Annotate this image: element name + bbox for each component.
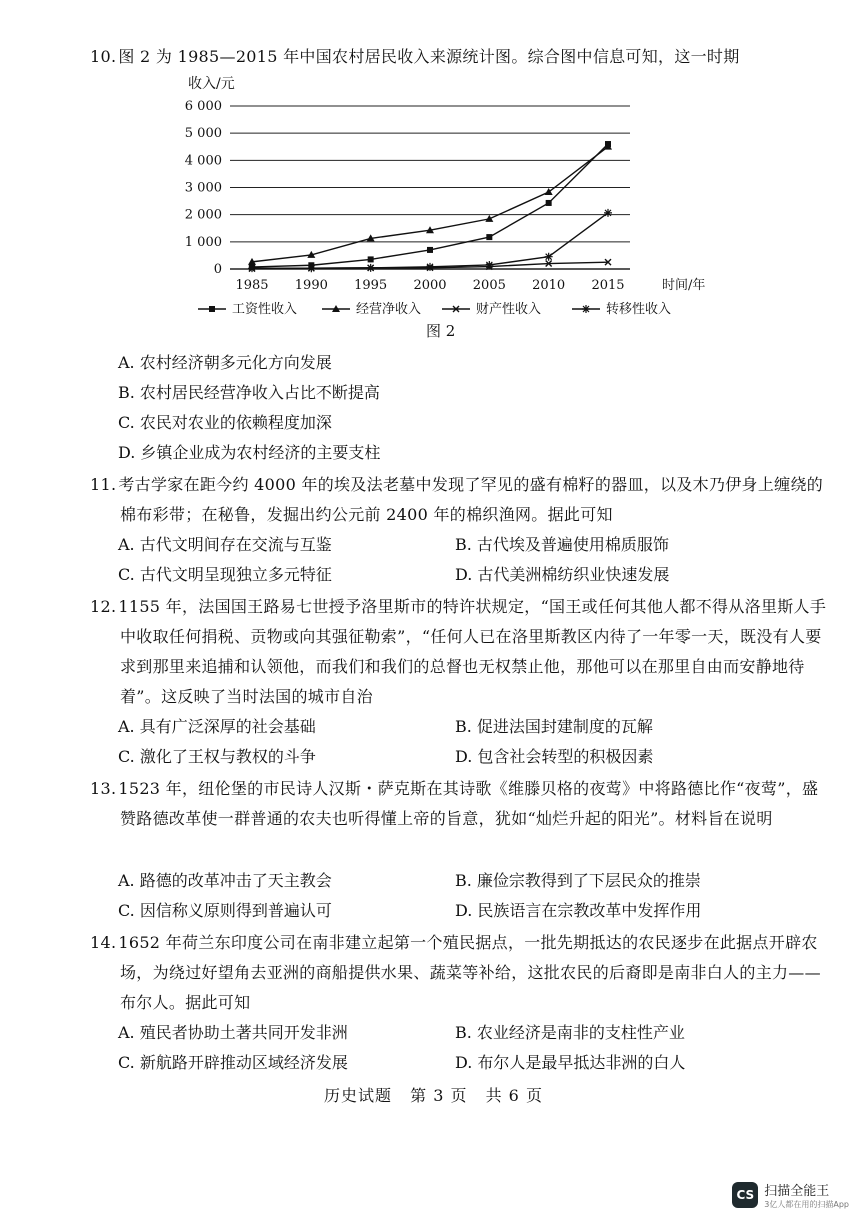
question-number: 10.: [90, 47, 117, 66]
question-text: 1523 年，纽伦堡的市民诗人汉斯・萨克斯在其诗歌《维滕贝格的夜莺》中将路德比作“夜莺”，盛赞路德改革使一群普通的农夫也听得懂上帝的旨意，犹如“灿烂升起的阳光”。材料旨在说明: [118, 779, 819, 828]
data-point: [546, 200, 552, 206]
q10-option-c: C. 农民对农业的依赖程度加深: [118, 413, 332, 432]
page-footer: [0, 1083, 867, 1106]
q12-option-a: A. 具有广泛深厚的社会基础: [118, 717, 316, 736]
series-line-2: [252, 147, 608, 262]
x-tick-label: 2000: [413, 278, 447, 293]
question-number: 14.: [90, 933, 117, 952]
y-tick-label: 5 000: [184, 126, 222, 142]
question-number: 13.: [90, 779, 117, 798]
q10-option-d: D. 乡镇企业成为农村经济的主要支柱: [118, 443, 381, 462]
data-point: [545, 253, 553, 261]
footer-subject: 历史试题: [324, 1086, 393, 1105]
x-tick-label: 1985: [235, 278, 269, 293]
camscanner-logo-icon: CS: [732, 1182, 758, 1208]
footer-total: 共 6 页: [485, 1086, 543, 1105]
x-tick-label: 1990: [294, 278, 328, 293]
footer-page: 第 3 页: [410, 1086, 468, 1105]
x-tick-label: 2015: [591, 278, 625, 293]
question-10-stem: [90, 42, 827, 72]
q11-option-b: B. 古代埃及普遍使用棉质服饰: [455, 535, 669, 554]
q14-option-b: B. 农业经济是南非的支柱性产业: [455, 1023, 685, 1042]
y-tick-label: 2 000: [184, 207, 222, 223]
question-12-stem: [90, 592, 827, 712]
question-11-stem: [90, 470, 827, 530]
figure-caption: 图 2: [426, 322, 456, 340]
data-point: [427, 247, 433, 253]
data-point: [486, 234, 492, 240]
q13-option-b: B. 廉俭宗教得到了下层民众的推崇: [455, 871, 701, 890]
q11-option-d: D. 古代美洲棉纺织业快速发展: [455, 565, 670, 584]
question-14-stem: [90, 928, 827, 1018]
legend-marker: [582, 305, 590, 313]
legend-label: 财产性收入: [476, 302, 542, 317]
q13-option-a: A. 路德的改革冲击了天主教会: [118, 871, 332, 890]
q14-option-a: A. 殖民者协助土著共同开发非洲: [118, 1023, 348, 1042]
watermark-name: 扫描全能王: [764, 1184, 830, 1199]
data-point: [485, 261, 493, 269]
series-line-4: [252, 213, 608, 268]
q12-option-d: D. 包含社会转型的积极因素: [455, 747, 654, 766]
y-tick-label: 6 000: [184, 99, 222, 114]
legend-marker: [209, 306, 215, 312]
question-text: 1155 年，法国国王路易七世授予洛里斯市的特许状规定，“国王或任何其他人都不得从洛里斯人手中收取任何捐税、贡物或向其强征勒索”，“任何人已在洛里斯教区内待了一年零一天，既没有人要求到那里来追捕和认领他，而我们和我们的总督也无权禁止他，那他可以在那里自由而安静地待着”。这反映了当时法国的城市自治: [118, 597, 827, 706]
x-tick-label: 2005: [472, 278, 506, 293]
y-axis-label: 收入/元: [188, 76, 235, 92]
watermark-tagline: 3亿人都在用的扫描App: [764, 1200, 849, 1209]
data-point: [367, 264, 375, 272]
q14-option-d: D. 布尔人是最早抵达非洲的白人: [455, 1053, 686, 1072]
legend-label: 经营净收入: [356, 302, 422, 317]
q10-option-a: A. 农村经济朝多元化方向发展: [118, 353, 332, 372]
q14-option-c: C. 新航路开辟推动区域经济发展: [118, 1053, 348, 1072]
y-tick-label: 0: [213, 262, 222, 277]
question-number: 12.: [90, 597, 117, 616]
data-point: [604, 209, 612, 217]
q11-option-c: C. 古代文明呈现独立多元特征: [118, 565, 332, 584]
question-text: 考古学家在距今约 4000 年的埃及法老墓中发现了罕见的盛有棉籽的器皿，以及木乃伊身上缠绕的棉布彩带；在秘鲁，发掘出约公元前 2400 年的棉织渔网。据此可知: [118, 475, 824, 524]
q13-option-d: D. 民族语言在宗教改革中发挥作用: [455, 901, 702, 920]
question-text: 图 2 为 1985—2015 年中国农村居民收入来源统计图。综合图中信息可知，这一时期: [118, 47, 740, 66]
x-tick-label: 2010: [532, 278, 566, 293]
data-point: [368, 256, 374, 262]
x-tick-label: 1995: [354, 278, 388, 293]
x-axis-label: 时间/年: [662, 278, 706, 293]
question-number: 11.: [90, 475, 117, 494]
data-point: [307, 264, 315, 272]
q10-option-b: B. 农村居民经营净收入占比不断提高: [118, 383, 380, 402]
question-13-stem: [90, 774, 827, 834]
data-point: [426, 263, 434, 271]
chart-svg: [180, 72, 706, 352]
y-tick-label: 3 000: [184, 180, 222, 196]
legend-label: 转移性收入: [606, 302, 672, 317]
scanner-watermark: [732, 1180, 849, 1210]
question-text: 1652 年荷兰东印度公司在南非建立起第一个殖民据点，一批先期抵达的农民逐步在此据点开辟农场，为绕过好望角去亚洲的商船提供水果、蔬菜等补给，这批农民的后裔即是南非白人的主力——布尔人。据此可知: [118, 933, 821, 1012]
q11-option-a: A. 古代文明间存在交流与互鉴: [118, 535, 332, 554]
y-tick-label: 4 000: [184, 153, 222, 169]
q12-option-b: B. 促进法国封建制度的瓦解: [455, 717, 653, 736]
q12-option-c: C. 激化了王权与教权的斗争: [118, 747, 316, 766]
income-source-chart: [180, 72, 706, 352]
legend-label: 工资性收入: [232, 302, 298, 317]
data-point: [248, 264, 256, 272]
y-tick-label: 1 000: [184, 234, 222, 250]
q13-option-c: C. 因信称义原则得到普遍认可: [118, 901, 332, 920]
